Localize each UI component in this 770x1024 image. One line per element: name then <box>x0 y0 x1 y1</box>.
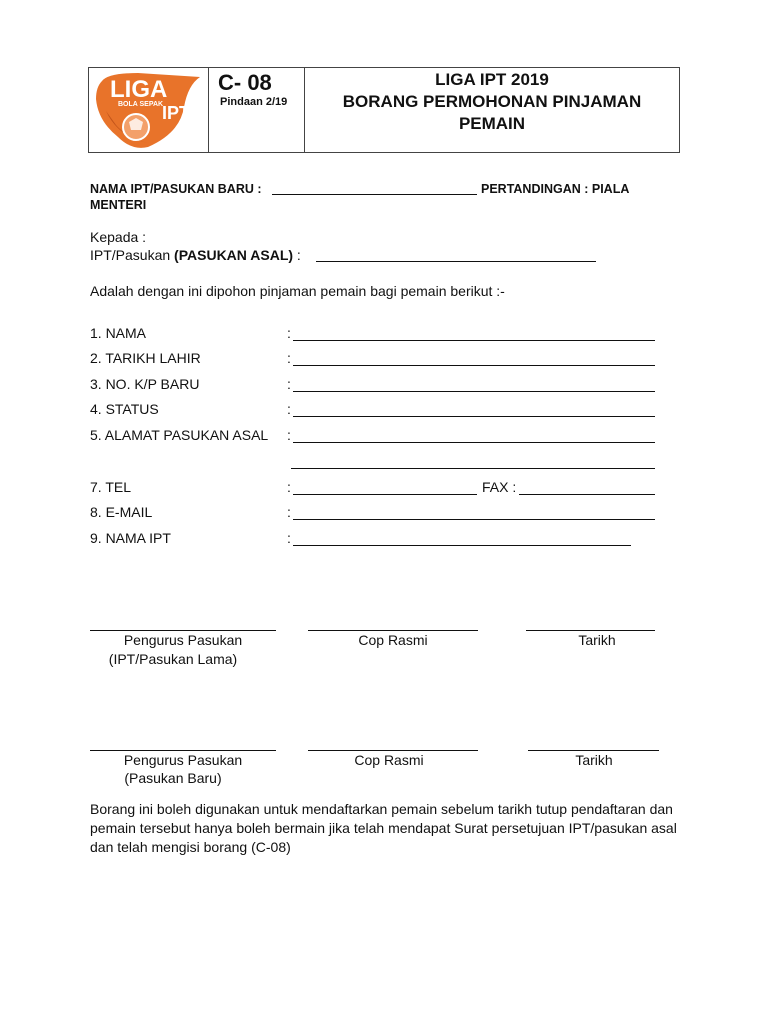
field-email-colon: : <box>287 504 291 520</box>
footer-note: Borang ini boleh digunakan untuk mendaftarkan pemain sebelum tarikh tutup pendaftaran dan pemain tersebut hanya boleh bermain jika telah mendapat Surat persetujuan IPT/pasukan asal dan telah mengisi borang (C-08) <box>90 801 677 855</box>
revision-label: Pindaan 2/19 <box>220 96 288 108</box>
field-nama-label: 1. NAMA <box>90 325 147 341</box>
intro-text: Adalah dengan ini dipohon pinjaman pemain bagi pemain berikut :- <box>90 283 505 299</box>
ipt-pasukan-label <box>90 247 301 263</box>
liga-ipt-logo <box>88 67 208 153</box>
sig2-pengurus-label: Pengurus Pasukan <box>123 752 243 768</box>
sig2-pengurus-line[interactable] <box>90 750 276 751</box>
field-email-label: 8. E-MAIL <box>90 504 153 520</box>
sig1-cop-line[interactable] <box>308 630 478 631</box>
logo-text: LIGA <box>110 76 168 103</box>
field-nama-ipt-blank[interactable] <box>293 545 631 546</box>
sig2-tarikh-line[interactable] <box>528 750 659 751</box>
title-line-1: LIGA IPT 2019 <box>435 70 549 89</box>
ipt-pasukan-bold: (PASUKAN ASAL) <box>174 247 294 263</box>
logo <box>88 67 208 153</box>
title-line-3: PEMAIN <box>458 114 526 133</box>
field-tel-colon: : <box>287 479 291 495</box>
field-tel-label: 7. TEL <box>90 479 131 495</box>
nama-ipt-label: NAMA IPT/PASUKAN BARU : <box>90 182 262 196</box>
field-nama-colon: : <box>287 325 291 341</box>
pertandingan-cont: MENTERI <box>90 198 147 212</box>
field-status-colon: : <box>287 401 291 417</box>
field-alamat-colon: : <box>287 427 291 443</box>
field-status-label: 4. STATUS <box>90 401 159 417</box>
field-status-blank[interactable] <box>293 416 655 417</box>
field-alamat-label: 5. ALAMAT PASUKAN ASAL <box>90 427 269 443</box>
field-tarikh-lahir-colon: : <box>287 350 291 366</box>
field-tarikh-lahir-label: 2. TARIKH LAHIR <box>90 350 201 366</box>
sig2-cop-line[interactable] <box>308 750 478 751</box>
sig2-tarikh-label: Tarikh <box>575 752 613 768</box>
pasukan-asal-blank[interactable] <box>316 261 596 262</box>
field-alamat-blank-2[interactable] <box>291 468 655 469</box>
field-nama-ipt-colon: : <box>287 530 291 546</box>
nama-ipt-blank[interactable] <box>272 194 477 195</box>
sig1-pengurus-line[interactable] <box>90 630 276 631</box>
sig2-pengurus-sub: (Pasukan Baru) <box>124 770 222 786</box>
field-nama-blank[interactable] <box>293 340 655 341</box>
field-tel-blank[interactable] <box>293 494 477 495</box>
kepada-label: Kepada : <box>90 229 147 245</box>
field-no-kp-label: 3. NO. K/P BARU <box>90 376 200 392</box>
sig1-pengurus-sub: (IPT/Pasukan Lama) <box>108 651 238 667</box>
form-code: C- 08 <box>218 70 272 95</box>
logo-subtext: BOLA SEPAK <box>118 101 164 108</box>
field-nama-ipt-label: 9. NAMA IPT <box>90 530 171 546</box>
ipt-pasukan-prefix: IPT/Pasukan <box>90 247 175 263</box>
sig1-pengurus-label: Pengurus Pasukan <box>123 632 243 648</box>
ipt-pasukan-suffix: : <box>293 247 301 263</box>
field-fax-blank[interactable] <box>519 494 655 495</box>
sig1-cop-label: Cop Rasmi <box>358 632 428 648</box>
field-no-kp-blank[interactable] <box>293 391 655 392</box>
field-tarikh-lahir-blank[interactable] <box>293 365 655 366</box>
header-divider-1 <box>208 68 209 152</box>
field-no-kp-colon: : <box>287 376 291 392</box>
sig2-cop-label: Cop Rasmi <box>354 752 424 768</box>
logo-ipt-text: IPT <box>162 103 191 123</box>
pertandingan-label: PERTANDINGAN : PIALA <box>481 182 630 196</box>
sig1-tarikh-line[interactable] <box>526 630 655 631</box>
field-alamat-blank[interactable] <box>293 442 655 443</box>
field-fax-label: FAX : <box>482 479 517 495</box>
title-line-2: BORANG PERMOHONAN PINJAMAN <box>342 92 642 111</box>
field-email-blank[interactable] <box>293 519 655 520</box>
sig1-tarikh-label: Tarikh <box>578 632 616 648</box>
